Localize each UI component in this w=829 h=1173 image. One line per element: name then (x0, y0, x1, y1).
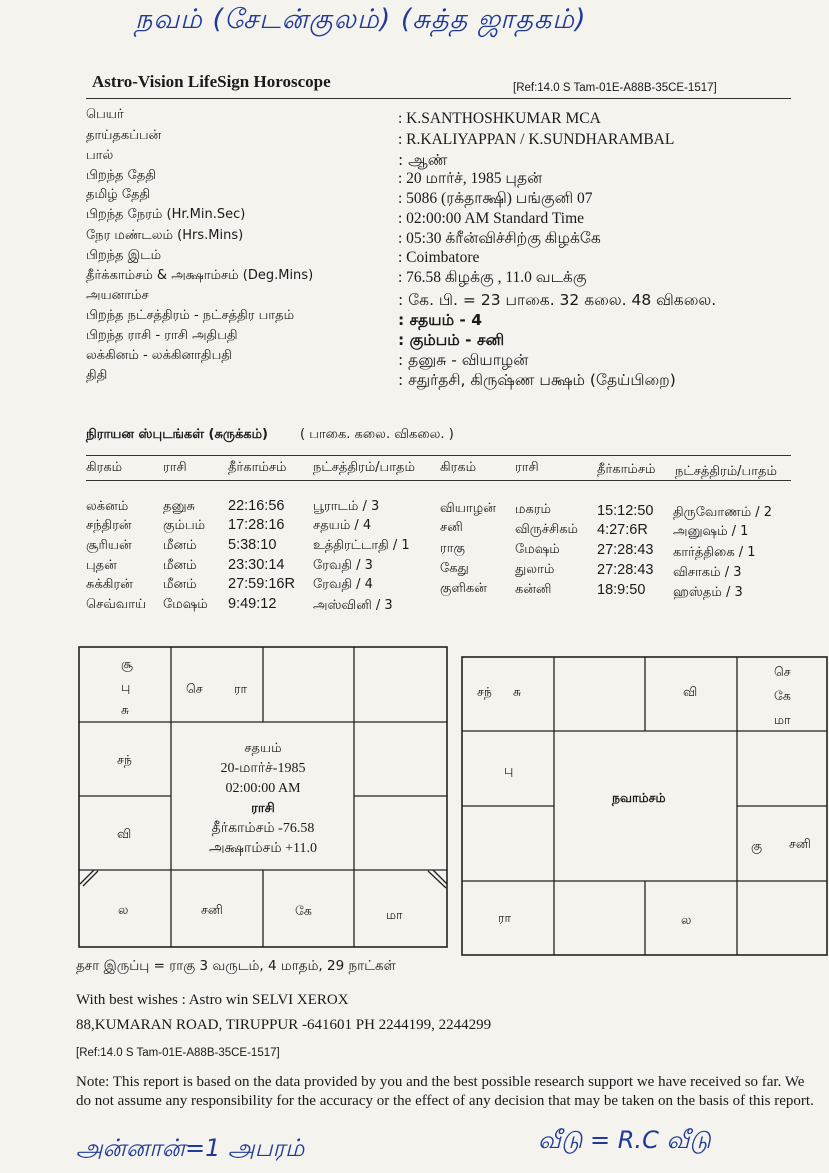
planet-rasi: துலாம் (515, 562, 555, 577)
detail-value: : R.KALIYAPPAN / K.SUNDHARAMBAL (398, 131, 675, 148)
detail-value: : 02:00:00 AM Standard Time (398, 210, 585, 227)
table-rule-bottom (86, 480, 791, 481)
disclaimer-note: Note: This report is based on the data provided by you and the best possible research support we have received so far. We do not assume any responsibility for the accuracy or the effect of any decision that may be taken on the basis of this report. (76, 1074, 814, 1109)
planet-star: பூராடம் / 3 (313, 499, 380, 514)
detail-value: : தனுசு - வியாழன் (398, 351, 529, 369)
detail-value: : 20 மார்ச், 1985 புதன் (398, 170, 543, 187)
detail-value: : சதயம் - 4 (398, 311, 483, 329)
detail-label: பால் (86, 148, 114, 163)
planet-star: ரேவதி / 4 (313, 577, 373, 592)
navamsa-mithunam-planet: செ (774, 664, 791, 679)
address-line: 88,KUMARAN ROAD, TIRUPPUR -641601 PH 2244199, 2244299 (76, 1017, 492, 1033)
detail-label: தாய்தகப்பன் (86, 128, 162, 143)
planet-rasi: தனுசு (163, 499, 196, 514)
planet-degree: 17:28:16 (228, 517, 285, 533)
planet-name: ராகு (440, 541, 465, 556)
planet-name: சூரியன் (86, 538, 132, 553)
planet-star: கார்த்திகை / 1 (673, 545, 756, 560)
rasi-makaram-planet: வி (117, 826, 132, 841)
detail-value: : Coimbatore (398, 249, 480, 266)
handwritten-note-left: அன்னான்=1 அபரம் (76, 1134, 305, 1162)
planets-title: நிராயன ஸ்புடங்கள் (சுருக்கம்) (86, 427, 268, 442)
planet-star: அனுஷம் / 1 (673, 524, 749, 539)
planet-name: கேது (440, 561, 469, 576)
rasi-center-date: 20-மார்ச்-1985 (220, 761, 306, 776)
detail-label: அயனாம்ச (86, 288, 149, 303)
handwritten-note-right: வீடு = R.C வீடு (538, 1126, 711, 1154)
planet-degree: 4:27:6R (597, 522, 648, 538)
detail-value: : கும்பம் - சனி (398, 331, 505, 349)
detail-value: : கே. பி. = 23 பாகை. 32 கலை. 48 விகலை. (398, 291, 717, 309)
rasi-mesham-planet: செ (186, 681, 203, 696)
planet-degree: 9:49:12 (228, 596, 277, 612)
planet-rasi: கும்பம் (163, 518, 206, 533)
planet-degree: 27:28:43 (597, 562, 654, 578)
handwritten-title: நவம் (சேடன்குலம்) (சுத்த ஜாதகம்) (135, 4, 587, 35)
col-header: ராசி (515, 460, 539, 475)
planet-name: சனி (440, 520, 463, 535)
planet-star: உத்திரட்டாதி / 1 (313, 538, 410, 553)
planet-degree: 22:16:56 (228, 498, 285, 514)
detail-label: பிறந்த இடம் (86, 248, 162, 263)
rasi-kumbham-planet: சந் (117, 752, 132, 767)
planet-degree: 5:38:10 (228, 537, 277, 553)
detail-label: தமிழ் தேதி (86, 187, 151, 202)
planet-degree: 27:59:16R (228, 576, 295, 592)
rasi-meenam-planet: சூ (121, 656, 133, 671)
navamsa-dhanus-planet: ரா (498, 910, 511, 925)
col-header: தீர்காம்சம் (597, 462, 656, 477)
planet-star: ரேவதி / 3 (313, 558, 373, 573)
dasa-balance: தசா இருப்பு = ராகு 3 வருடம், 4 மாதம், 29 நாட்கள் (76, 958, 396, 974)
rasi-chart-center (171, 739, 355, 859)
detail-value: : ஆண் (398, 151, 448, 169)
planet-name: சுக்கிரன் (86, 577, 133, 592)
detail-value: : 5086 (ரக்தாக்ஷி) பங்குனி 07 (398, 190, 593, 207)
navamsa-mithunam-planet: கே (774, 688, 791, 703)
planet-degree: 27:28:43 (597, 542, 654, 558)
planet-degree: 23:30:14 (228, 557, 285, 573)
detail-label: பிறந்த நட்சத்திரம் - நட்சத்திர பாதம் (86, 308, 295, 323)
rasi-center-time: 02:00:00 AM (225, 781, 301, 796)
detail-value: : 76.58 கிழக்கு , 11.0 வடக்கு (398, 269, 587, 286)
planet-star: சதயம் / 4 (313, 518, 372, 533)
rasi-mesham-planet: ரா (234, 681, 247, 696)
navamsa-meenam-planet: சந் (477, 684, 492, 699)
wishes-line: With best wishes : Astro win SELVI XEROX (76, 992, 349, 1008)
detail-value: : சதுர்தசி, கிருஷ்ண பக்ஷம் (தேய்பிறை) (398, 371, 676, 389)
planet-rasi: விருச்சிகம் (515, 522, 578, 537)
navamsa-rishabam-planet: வி (683, 684, 698, 699)
navamsa-kumbham-planet: பு (504, 762, 514, 777)
planet-name: சந்திரன் (86, 518, 132, 533)
planet-rasi: மேஷம் (515, 542, 560, 557)
planet-name: குளிகன் (440, 581, 487, 596)
col-header: கிரகம் (440, 460, 477, 475)
header-ref: [Ref:14.0 S Tam-01E-A88B-35CE-1517] (513, 82, 717, 94)
rasi-center-longitude: தீர்காம்சம் -76.58 (211, 821, 315, 836)
planet-name: செவ்வாய் (86, 597, 147, 612)
detail-value: : K.SANTHOSHKUMAR MCA (398, 110, 601, 127)
detail-label: பிறந்த ராசி - ராசி அதிபதி (86, 328, 238, 343)
planet-star: ஹஸ்தம் / 3 (673, 585, 743, 600)
table-rule-top (86, 455, 791, 456)
navamsa-meenam-planet: சு (513, 684, 522, 699)
planet-name: வியாழன் (440, 501, 496, 516)
planet-rasi: மீனம் (163, 538, 197, 553)
planet-rasi: மீனம் (163, 558, 197, 573)
navamsa-mithunam-planet: மா (774, 712, 791, 727)
footer-ref: [Ref:14.0 S Tam-01E-A88B-35CE-1517] (76, 1047, 280, 1059)
planet-degree: 15:12:50 (597, 503, 654, 519)
navamsa-vrischikam-planet: ல (681, 912, 692, 927)
planet-degree: 18:9:50 (597, 582, 646, 598)
col-header: கிரகம் (86, 460, 123, 475)
navamsa-kadakam-planet: கு (751, 838, 763, 853)
planet-name: லக்னம் (86, 499, 129, 514)
planet-rasi: மீனம் (163, 577, 197, 592)
rasi-center-star: சதயம் (244, 741, 282, 756)
detail-label: பிறந்த நேரம் (Hr.Min.Sec) (86, 207, 246, 222)
navamsa-chart-center: நவாம்சம் (612, 790, 666, 805)
rasi-vrischikam-planet: சனி (201, 902, 223, 917)
detail-label: திதி (86, 368, 108, 383)
planet-star: திருவோணம் / 2 (673, 505, 773, 520)
detail-value: : 05:30 க்ரீன்விச்சிற்கு கிழக்கே (398, 230, 601, 247)
rasi-center-label: ராசி (251, 801, 275, 816)
rasi-thulam-planet: கே (295, 903, 312, 918)
rasi-center-latitude: அக்ஷாம்சம் +11.0 (209, 841, 317, 856)
rasi-kanni-planet: மா (386, 907, 403, 922)
col-header: நட்சத்திரம்/பாதம் (675, 464, 777, 479)
planet-rasi: கன்னி (515, 582, 552, 597)
planet-rasi: மேஷம் (163, 597, 208, 612)
header-rule (86, 98, 791, 99)
rasi-dhanus-planet: ல (118, 902, 129, 917)
planet-rasi: மகரம் (515, 502, 551, 517)
report-title: Astro-Vision LifeSign Horoscope (92, 72, 331, 91)
planet-star: விசாகம் / 3 (673, 565, 742, 580)
rasi-meenam-planet: சு (121, 702, 130, 717)
navamsa-kadakam-planet: சனி (789, 836, 811, 851)
col-header: தீர்காம்சம் (228, 460, 287, 475)
detail-label: நேர மண்டலம் (Hrs.Mins) (86, 228, 244, 243)
detail-label: பெயர் (86, 107, 124, 122)
col-header: ராசி (163, 460, 187, 475)
planet-name: புதன் (86, 558, 117, 573)
col-header: நட்சத்திரம்/பாதம் (313, 460, 415, 475)
detail-label: தீர்க்காம்சம் & அக்ஷாம்சம் (Deg.Mins) (86, 268, 314, 283)
planets-subtitle: ( பாகை. கலை. விகலை. ) (300, 427, 454, 442)
detail-label: பிறந்த தேதி (86, 168, 156, 183)
planet-star: அஸ்வினி / 3 (313, 598, 393, 613)
detail-label: லக்கினம் - லக்கினாதிபதி (86, 348, 232, 363)
rasi-meenam-planet: பு (121, 679, 131, 694)
